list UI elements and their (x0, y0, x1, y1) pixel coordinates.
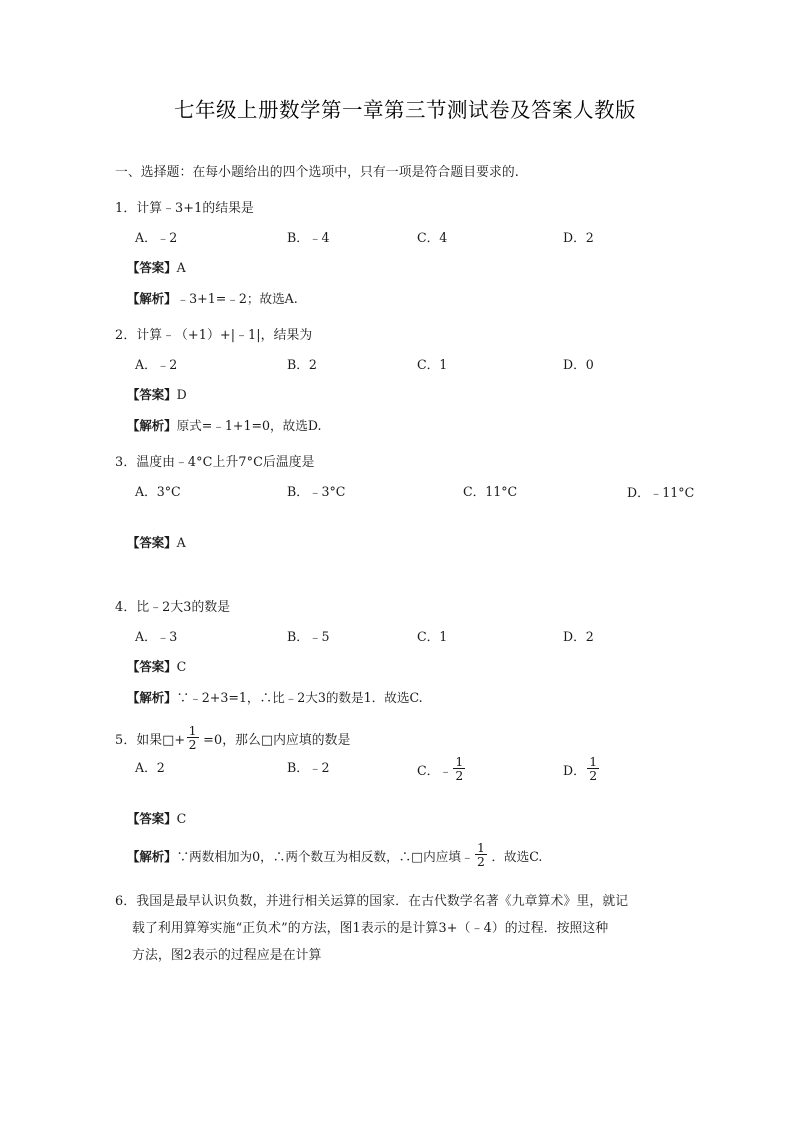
document-content (115, 0, 695, 969)
question-5-solution-post: ．故选C. (491, 849, 543, 865)
answer-label: 【答案】 (127, 811, 177, 827)
question-2-stem (115, 324, 685, 347)
answer-label: 【答案】 (127, 260, 177, 275)
question-1-options (115, 226, 685, 249)
question-2-option-d[interactable]: D．0 (563, 357, 594, 372)
question-2-option-b[interactable]: B．2 (287, 357, 317, 372)
question-3-stem (115, 451, 685, 474)
question-3-option-b[interactable]: B．﹣3°C (287, 484, 346, 499)
page-title: 七年级上册数学第一章第三节测试卷及答案人教版 (174, 98, 636, 122)
question-4-option-b[interactable]: B．﹣5 (287, 629, 330, 644)
question-5-number: 5． (115, 733, 137, 749)
question-5 (115, 722, 685, 870)
question-3-answer-value: A (176, 535, 186, 550)
question-4 (115, 596, 685, 709)
question-3 (115, 451, 695, 554)
question-5-option-c-fraction (453, 755, 465, 782)
question-6 (115, 888, 685, 969)
question-1 (115, 197, 685, 310)
question-1-solution-text: ﹣3+1=﹣2；故选A. (176, 291, 298, 306)
question-5-solution-fraction (475, 841, 487, 868)
fraction-denominator: 2 (477, 853, 485, 869)
answer-label: 【答案】 (127, 387, 177, 402)
question-1-text: 计算﹣3+1的结果是 (136, 201, 254, 216)
answer-label: 【答案】 (127, 659, 177, 674)
fraction-denominator: 2 (589, 767, 598, 783)
question-4-option-a[interactable]: A．﹣3 (135, 629, 178, 644)
question-5-stem-fraction (187, 724, 199, 751)
question-1-option-d[interactable]: D．2 (563, 230, 594, 245)
question-4-stem (115, 596, 685, 619)
question-4-answer-value: C (176, 659, 187, 674)
fraction-denominator: 2 (188, 736, 197, 752)
answer-label: 【答案】 (127, 535, 177, 550)
question-5-option-b[interactable]: B．﹣2 (287, 760, 330, 776)
fraction-numerator: 1 (188, 722, 197, 738)
question-5-option-d[interactable] (563, 753, 601, 783)
question-1-answer-value: A (176, 260, 186, 275)
question-2-number: 2． (115, 328, 137, 343)
question-3-number: 3． (115, 455, 137, 470)
question-5-options (115, 753, 685, 800)
section-intro: 一、选择题：在每小题给出的四个选项中，只有一项是符合题目要求的. (115, 165, 519, 180)
question-2 (115, 324, 685, 437)
question-4-solution (127, 686, 685, 709)
question-4-solution-text: ∵﹣2+3=1，∴比﹣2大3的数是1．故选C. (176, 690, 423, 705)
question-3-option-a[interactable]: A．3°C (135, 484, 181, 499)
question-6-line-2: 载了利用算筹实施“正负术”的方法，图1表示的是计算3+（﹣4）的过程．按照这种 (132, 920, 609, 936)
question-3-text: 温度由﹣4°C上升7°C后温度是 (136, 455, 315, 470)
question-5-option-d-label: D． (563, 763, 586, 779)
question-1-option-c[interactable]: C．4 (417, 230, 448, 245)
question-2-option-a[interactable]: A．﹣2 (135, 357, 178, 372)
question-1-number: 1． (115, 201, 137, 216)
question-6-line-1-text: 我国是最早认识负数，并进行相关运算的国家．在古代数学名著《九章算术》里，就记 (136, 893, 629, 909)
question-3-options (115, 480, 695, 524)
question-5-option-c[interactable] (417, 753, 467, 783)
question-3-option-d[interactable]: D．﹣11°C (627, 485, 695, 500)
solution-label: 【解析】 (127, 291, 177, 306)
question-5-option-d-fraction (587, 755, 599, 782)
question-5-text-pre: 如果□+ (136, 733, 186, 749)
question-6-line-1 (115, 888, 685, 915)
fraction-numerator: 1 (589, 753, 598, 769)
question-2-options (115, 353, 685, 376)
question-5-option-c-label: C．﹣ (417, 763, 452, 779)
question-5-answer-value: C (176, 811, 187, 827)
question-5-solution-pre: ∵两数相加为0，∴两个数互为相反数，∴□内应填﹣ (176, 849, 474, 865)
question-5-solution (127, 839, 685, 869)
question-4-options (115, 625, 685, 648)
question-6-line-3: 方法，图2表示的过程应是在计算 (132, 947, 322, 963)
fraction-denominator: 2 (455, 767, 464, 783)
question-5-text-post: =0，那么□内应填的数是 (203, 733, 351, 749)
question-4-number: 4． (115, 600, 137, 615)
question-4-answer (127, 655, 685, 678)
question-2-answer (127, 383, 685, 406)
question-4-option-d[interactable]: D．2 (563, 629, 594, 644)
question-1-option-a[interactable]: A．﹣2 (135, 230, 178, 245)
fraction-numerator: 1 (477, 839, 485, 855)
question-1-answer (127, 256, 685, 279)
question-1-solution (127, 287, 685, 310)
solution-label: 【解析】 (127, 849, 177, 865)
question-4-text: 比﹣2大3的数是 (136, 600, 231, 615)
question-4-option-c[interactable]: C．1 (417, 629, 448, 644)
question-6-number: 6． (115, 893, 137, 909)
question-3-option-c[interactable]: C．11°C (463, 484, 518, 499)
solution-label: 【解析】 (127, 690, 177, 705)
solution-label: 【解析】 (127, 418, 177, 433)
question-3-answer (127, 531, 685, 554)
question-2-text: 计算﹣（+1）+|﹣1|，结果为 (136, 328, 313, 343)
fraction-numerator: 1 (455, 753, 464, 769)
question-2-answer-value: D (176, 387, 187, 402)
question-5-option-a[interactable]: A．2 (135, 760, 165, 776)
question-2-option-c[interactable]: C．1 (417, 357, 448, 372)
question-6-stem (115, 888, 685, 969)
question-5-stem (115, 722, 685, 752)
question-2-solution-text: 原式=﹣1+1=0，故选D. (176, 418, 322, 433)
question-1-stem (115, 197, 685, 220)
question-5-answer (127, 807, 685, 830)
question-2-solution (127, 414, 685, 437)
question-1-option-b[interactable]: B．﹣4 (287, 230, 330, 245)
